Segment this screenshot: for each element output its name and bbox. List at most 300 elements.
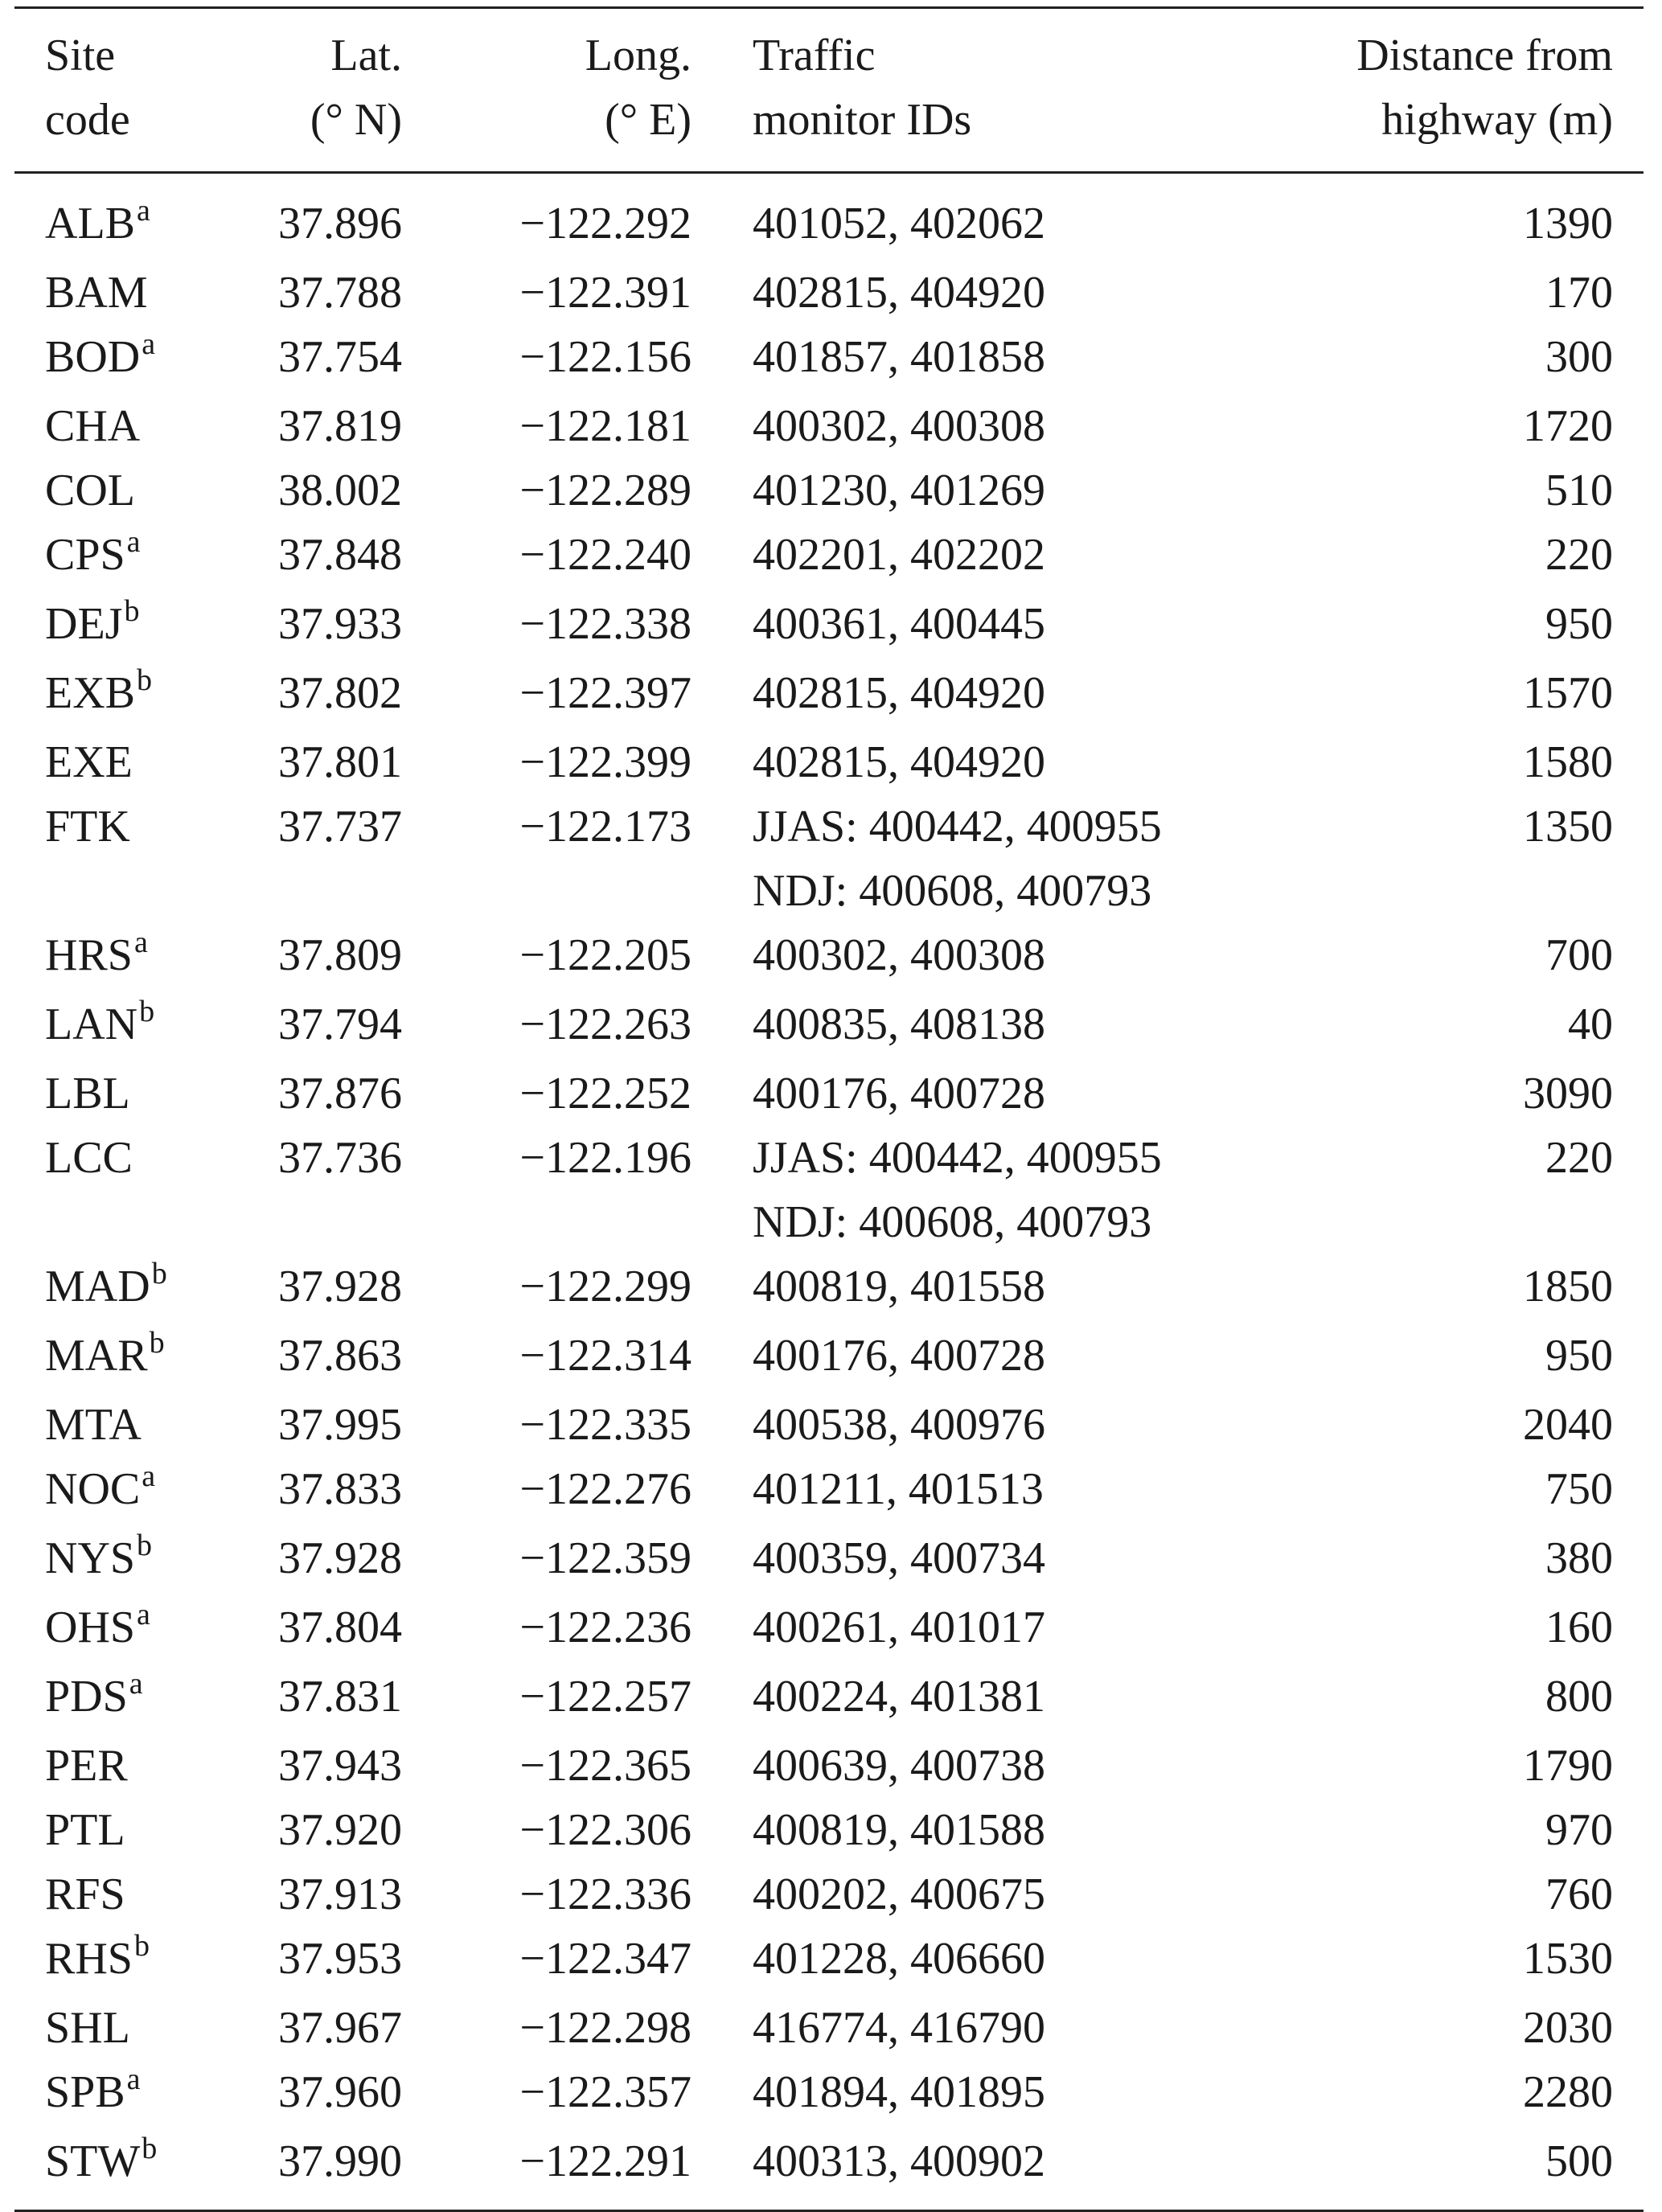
longitude-value: −122.298 [519, 2003, 691, 2053]
table-body [14, 173, 1644, 2211]
longitude-value: −122.263 [519, 999, 691, 1049]
distance-cell [1294, 1324, 1644, 1393]
longitude-cell [433, 1254, 722, 1324]
traffic-monitor-ids: 400302, 400308 [753, 930, 1045, 980]
traffic-monitor-ids-cell [722, 458, 1294, 523]
distance-value: 2030 [1523, 2003, 1613, 2053]
latitude-cell [222, 1996, 433, 2060]
site-code-cell [14, 458, 222, 523]
longitude-cell [433, 923, 722, 992]
site-code: SHL [45, 2003, 130, 2053]
longitude-value: −122.299 [519, 1262, 691, 1311]
traffic-monitor-ids-cell [722, 1664, 1294, 1734]
traffic-monitor-ids: 400359, 400734 [753, 1533, 1045, 1583]
distance-cell [1294, 2129, 1644, 2211]
latitude-value: 37.737 [278, 802, 402, 852]
table-row [14, 1664, 1644, 1734]
traffic-monitor-ids: 402815, 404920 [753, 737, 1045, 787]
distance-cell [1294, 661, 1644, 730]
distance-value: 1570 [1523, 668, 1613, 718]
latitude-cell [222, 661, 433, 730]
longitude-cell [433, 794, 722, 923]
header-site-code: Site code [45, 31, 130, 145]
longitude-value: −122.314 [519, 1331, 691, 1381]
longitude-cell [433, 1457, 722, 1526]
site-code-cell [14, 1061, 222, 1126]
traffic-monitor-ids-cell [722, 1927, 1294, 1996]
latitude-cell [222, 1126, 433, 1254]
site-code-cell [14, 730, 222, 794]
footnote-marker: a [142, 327, 156, 361]
latitude-value: 37.804 [278, 1603, 402, 1652]
table-row [14, 1595, 1644, 1664]
traffic-monitor-ids: 402201, 402202 [753, 530, 1045, 580]
latitude-cell [222, 1526, 433, 1595]
longitude-cell [433, 1526, 722, 1595]
footnote-marker: a [137, 1598, 150, 1631]
traffic-monitor-ids-cell [722, 730, 1294, 794]
distance-value: 2040 [1523, 1400, 1613, 1450]
longitude-cell [433, 523, 722, 592]
latitude-cell [222, 1393, 433, 1457]
distance-value: 970 [1545, 1805, 1613, 1855]
footnote-marker: a [126, 2062, 141, 2096]
longitude-cell [433, 992, 722, 1061]
traffic-monitor-ids: 401894, 401895 [753, 2067, 1045, 2117]
latitude-value: 37.819 [278, 401, 402, 451]
latitude-cell [222, 592, 433, 661]
latitude-cell [222, 1734, 433, 1798]
traffic-monitor-ids: 401857, 401858 [753, 332, 1045, 382]
latitude-cell [222, 794, 433, 923]
footnote-marker: b [133, 1929, 150, 1963]
site-code: FTK [45, 802, 130, 852]
site-code-cell [14, 1798, 222, 1862]
table-row [14, 458, 1644, 523]
traffic-monitor-ids: 400835, 408138 [753, 999, 1045, 1049]
latitude-value: 37.794 [278, 999, 402, 1049]
distance-cell [1294, 923, 1644, 992]
traffic-monitor-ids: 400261, 401017 [753, 1603, 1045, 1652]
site-code-cell [14, 2060, 222, 2129]
longitude-value: −122.391 [519, 268, 691, 318]
distance-cell [1294, 1664, 1644, 1734]
traffic-monitor-ids-cell [722, 1734, 1294, 1798]
site-code-cell [14, 1254, 222, 1324]
table-row [14, 661, 1644, 730]
table-row [14, 1734, 1644, 1798]
table-row [14, 1061, 1644, 1126]
longitude-value: −122.236 [519, 1603, 691, 1652]
site-table-page [14, 6, 1644, 2212]
distance-cell [1294, 1457, 1644, 1526]
traffic-monitor-ids-cell [722, 1061, 1294, 1126]
table-row [14, 1996, 1644, 2060]
site-code: SPB [45, 2067, 125, 2117]
longitude-cell [433, 1734, 722, 1798]
latitude-value: 37.920 [278, 1805, 402, 1855]
longitude-value: −122.365 [519, 1741, 691, 1791]
distance-value: 700 [1545, 930, 1613, 980]
traffic-monitor-ids-cell [722, 992, 1294, 1061]
latitude-cell [222, 458, 433, 523]
traffic-monitor-ids-cell [722, 523, 1294, 592]
latitude-cell [222, 1798, 433, 1862]
site-code-cell [14, 1664, 222, 1734]
traffic-monitor-ids-cell [722, 1457, 1294, 1526]
distance-cell [1294, 1798, 1644, 1862]
table-row [14, 394, 1644, 458]
distance-value: 300 [1545, 332, 1613, 382]
latitude-value: 37.831 [278, 1672, 402, 1722]
traffic-monitor-ids: 400176, 400728 [753, 1069, 1045, 1118]
site-code-cell [14, 661, 222, 730]
longitude-value: −122.181 [519, 401, 691, 451]
traffic-monitor-ids: 400361, 400445 [753, 599, 1045, 649]
longitude-value: −122.156 [519, 332, 691, 382]
table-row [14, 592, 1644, 661]
traffic-monitor-ids-cell [722, 1324, 1294, 1393]
site-code-cell [14, 261, 222, 325]
traffic-monitor-ids-cell [722, 1126, 1294, 1254]
longitude-cell [433, 661, 722, 730]
distance-value: 2280 [1523, 2067, 1613, 2117]
latitude-value: 37.788 [278, 268, 402, 318]
traffic-monitor-ids-cell [722, 1393, 1294, 1457]
traffic-monitor-ids: 401052, 402062 [753, 199, 1045, 248]
site-code: STW [45, 2136, 141, 2186]
distance-cell [1294, 458, 1644, 523]
site-code: MAR [45, 1331, 148, 1381]
latitude-value: 37.990 [278, 2136, 402, 2186]
distance-cell [1294, 325, 1644, 394]
header-row [14, 8, 1644, 173]
longitude-value: −122.240 [519, 530, 691, 580]
latitude-cell [222, 1862, 433, 1927]
longitude-value: −122.257 [519, 1672, 691, 1722]
latitude-value: 37.809 [278, 930, 402, 980]
site-code: NYS [45, 1533, 136, 1583]
distance-value: 220 [1545, 530, 1613, 580]
site-code-cell [14, 394, 222, 458]
latitude-value: 37.801 [278, 737, 402, 787]
latitude-value: 37.848 [278, 530, 402, 580]
distance-value: 170 [1545, 268, 1613, 318]
site-code-cell [14, 592, 222, 661]
site-code: ALB [45, 199, 135, 248]
longitude-value: −122.289 [519, 466, 691, 515]
latitude-cell [222, 1927, 433, 1996]
distance-value: 750 [1545, 1464, 1613, 1514]
longitude-cell [433, 458, 722, 523]
longitude-cell [433, 1324, 722, 1393]
distance-cell [1294, 1862, 1644, 1927]
latitude-cell [222, 1664, 433, 1734]
distance-value: 800 [1545, 1672, 1613, 1722]
distance-value: 510 [1545, 466, 1613, 515]
site-code-cell [14, 2129, 222, 2211]
longitude-cell [433, 1862, 722, 1927]
distance-value: 380 [1545, 1533, 1613, 1583]
table-row [14, 2060, 1644, 2129]
latitude-value: 37.967 [278, 2003, 402, 2053]
footnote-marker: a [133, 925, 148, 959]
site-code: BOD [45, 332, 141, 382]
latitude-value: 37.863 [278, 1331, 402, 1381]
longitude-value: −122.399 [519, 737, 691, 787]
table-row [14, 261, 1644, 325]
distance-value: 760 [1545, 1869, 1613, 1919]
traffic-monitor-ids-cell [722, 173, 1294, 261]
distance-cell [1294, 1526, 1644, 1595]
site-code-cell [14, 1996, 222, 2060]
longitude-cell [433, 2060, 722, 2129]
distance-cell [1294, 1927, 1644, 1996]
longitude-value: −122.338 [519, 599, 691, 649]
footnote-marker: a [137, 194, 150, 228]
latitude-cell [222, 1457, 433, 1526]
site-code: CPS [45, 530, 125, 580]
latitude-value: 37.802 [278, 668, 402, 718]
longitude-cell [433, 173, 722, 261]
longitude-value: −122.336 [519, 1869, 691, 1919]
traffic-monitor-ids-cell [722, 1526, 1294, 1595]
latitude-cell [222, 1595, 433, 1664]
site-code: PER [45, 1741, 128, 1791]
header-latitude: Lat. (° N) [310, 31, 402, 145]
footnote-marker: b [151, 1257, 167, 1291]
site-code-cell [14, 1862, 222, 1927]
site-code: EXB [45, 668, 135, 718]
traffic-monitor-ids: 400313, 400902 [753, 2136, 1045, 2186]
traffic-monitor-ids-cell [722, 261, 1294, 325]
longitude-cell [433, 1061, 722, 1126]
header-longitude: Long. (° E) [585, 31, 691, 145]
traffic-monitor-ids-cell [722, 1798, 1294, 1862]
longitude-value: −122.306 [519, 1805, 691, 1855]
latitude-value: 37.953 [278, 1934, 402, 1984]
traffic-monitor-ids: NDJ: 400608, 400793 [753, 1197, 1152, 1247]
traffic-monitor-ids: 400302, 400308 [753, 401, 1045, 451]
traffic-monitor-ids: 400176, 400728 [753, 1331, 1045, 1381]
traffic-monitor-ids: 400224, 401381 [753, 1672, 1045, 1722]
distance-cell [1294, 2060, 1644, 2129]
traffic-monitor-ids-cell [722, 325, 1294, 394]
table-row [14, 1862, 1644, 1927]
latitude-cell [222, 173, 433, 261]
distance-value: 1790 [1523, 1741, 1613, 1791]
footnote-marker: b [142, 2132, 158, 2165]
site-code-cell [14, 1734, 222, 1798]
latitude-cell [222, 992, 433, 1061]
distance-value: 220 [1545, 1133, 1613, 1183]
distance-cell [1294, 1393, 1644, 1457]
traffic-monitor-ids: 401230, 401269 [753, 466, 1045, 515]
distance-cell [1294, 1126, 1644, 1254]
footnote-marker: b [137, 1529, 153, 1562]
site-code: MTA [45, 1400, 142, 1450]
distance-cell [1294, 730, 1644, 794]
longitude-cell [433, 394, 722, 458]
longitude-value: −122.359 [519, 1533, 691, 1583]
longitude-value: −122.196 [519, 1133, 691, 1183]
site-code: COL [45, 466, 135, 515]
site-code-cell [14, 794, 222, 923]
latitude-cell [222, 730, 433, 794]
latitude-value: 37.933 [278, 599, 402, 649]
footnote-marker: b [124, 594, 140, 628]
distance-cell [1294, 1734, 1644, 1798]
distance-cell [1294, 794, 1644, 923]
distance-value: 3090 [1523, 1069, 1613, 1118]
table-row [14, 992, 1644, 1061]
footnote-marker: a [142, 1459, 156, 1493]
longitude-value: −122.252 [519, 1069, 691, 1118]
longitude-cell [433, 1927, 722, 1996]
distance-cell [1294, 1061, 1644, 1126]
distance-cell [1294, 523, 1644, 592]
latitude-cell [222, 1061, 433, 1126]
site-code: LCC [45, 1133, 133, 1183]
longitude-value: −122.347 [519, 1934, 691, 1984]
latitude-cell [222, 2060, 433, 2129]
latitude-value: 37.833 [278, 1464, 402, 1514]
latitude-value: 37.754 [278, 332, 402, 382]
longitude-cell [433, 1126, 722, 1254]
traffic-monitor-ids-cell [722, 794, 1294, 923]
table-row [14, 1526, 1644, 1595]
longitude-cell [433, 1595, 722, 1664]
traffic-monitor-ids: 416774, 416790 [753, 2003, 1045, 2053]
table-row [14, 523, 1644, 592]
traffic-monitor-ids: 402815, 404920 [753, 268, 1045, 318]
footnote-marker: b [139, 995, 155, 1028]
longitude-value: −122.335 [519, 1400, 691, 1450]
traffic-monitor-ids: 400202, 400675 [753, 1869, 1045, 1919]
table-row [14, 1393, 1644, 1457]
distance-cell [1294, 173, 1644, 261]
distance-cell [1294, 992, 1644, 1061]
distance-value: 1720 [1523, 401, 1613, 451]
distance-value: 1530 [1523, 1934, 1613, 1984]
latitude-value: 37.736 [278, 1133, 402, 1183]
footnote-marker: a [126, 525, 141, 559]
site-code: LAN [45, 999, 138, 1049]
site-code: DEJ [45, 599, 123, 649]
distance-cell [1294, 261, 1644, 325]
site-code: NOC [45, 1464, 141, 1514]
traffic-monitor-ids: 401228, 406660 [753, 1934, 1045, 1984]
latitude-cell [222, 523, 433, 592]
longitude-cell [433, 1798, 722, 1862]
distance-cell [1294, 592, 1644, 661]
header-traffic-monitor-ids: Traffic monitor IDs [753, 31, 972, 145]
distance-cell [1294, 1595, 1644, 1664]
distance-cell [1294, 394, 1644, 458]
longitude-value: −122.357 [519, 2067, 691, 2117]
site-code-cell [14, 1457, 222, 1526]
footnote-marker: b [137, 663, 152, 697]
traffic-monitor-ids: NDJ: 400608, 400793 [753, 866, 1152, 916]
footnote-marker: b [149, 1326, 165, 1360]
traffic-monitor-ids-cell [722, 2129, 1294, 2211]
table-row [14, 1927, 1644, 1996]
site-code-cell [14, 1526, 222, 1595]
latitude-value: 38.002 [278, 466, 402, 515]
distance-value: 1580 [1523, 737, 1613, 787]
site-code: EXE [45, 737, 133, 787]
site-code-cell [14, 923, 222, 992]
latitude-cell [222, 1254, 433, 1324]
table-header [14, 8, 1644, 173]
distance-value: 950 [1545, 599, 1613, 649]
site-code: RHS [45, 1934, 133, 1984]
site-code: HRS [45, 930, 133, 980]
table-row [14, 1324, 1644, 1393]
longitude-value: −122.292 [519, 199, 691, 248]
site-code: LBL [45, 1069, 130, 1118]
distance-cell [1294, 1996, 1644, 2060]
site-code-cell [14, 523, 222, 592]
traffic-monitor-ids: JJAS: 400442, 400955 [753, 1133, 1162, 1183]
table-row [14, 1457, 1644, 1526]
latitude-cell [222, 923, 433, 992]
site-code-cell [14, 1595, 222, 1664]
site-code: CHA [45, 401, 141, 451]
site-code: MAD [45, 1262, 150, 1311]
latitude-value: 37.928 [278, 1533, 402, 1583]
site-code: BAM [45, 268, 148, 318]
header-distance-from-highway: Distance from highway (m) [1356, 31, 1613, 145]
latitude-cell [222, 394, 433, 458]
table-row [14, 173, 1644, 261]
traffic-monitor-ids-cell [722, 1862, 1294, 1927]
site-code: RFS [45, 1869, 125, 1919]
site-code: PDS [45, 1672, 128, 1722]
latitude-value: 37.913 [278, 1869, 402, 1919]
table-row [14, 1798, 1644, 1862]
longitude-cell [433, 1996, 722, 2060]
site-code-cell [14, 1393, 222, 1457]
latitude-value: 37.995 [278, 1400, 402, 1450]
site-code-cell [14, 1126, 222, 1254]
longitude-value: −122.205 [519, 930, 691, 980]
latitude-cell [222, 261, 433, 325]
site-code: OHS [45, 1603, 136, 1652]
site-code: PTL [45, 1805, 125, 1855]
longitude-cell [433, 1393, 722, 1457]
longitude-cell [433, 325, 722, 394]
longitude-value: −122.173 [519, 802, 691, 852]
longitude-cell [433, 592, 722, 661]
table-row [14, 1126, 1644, 1254]
longitude-value: −122.276 [519, 1464, 691, 1514]
longitude-cell [433, 2129, 722, 2211]
site-table [14, 6, 1644, 2212]
site-code-cell [14, 325, 222, 394]
latitude-value: 37.943 [278, 1741, 402, 1791]
longitude-cell [433, 730, 722, 794]
distance-value: 1350 [1523, 802, 1613, 852]
distance-value: 950 [1545, 1331, 1613, 1381]
traffic-monitor-ids: 402815, 404920 [753, 668, 1045, 718]
table-row [14, 1254, 1644, 1324]
traffic-monitor-ids: 400538, 400976 [753, 1400, 1045, 1450]
traffic-monitor-ids-cell [722, 923, 1294, 992]
traffic-monitor-ids-cell [722, 592, 1294, 661]
latitude-value: 37.896 [278, 199, 402, 248]
longitude-value: −122.291 [519, 2136, 691, 2186]
